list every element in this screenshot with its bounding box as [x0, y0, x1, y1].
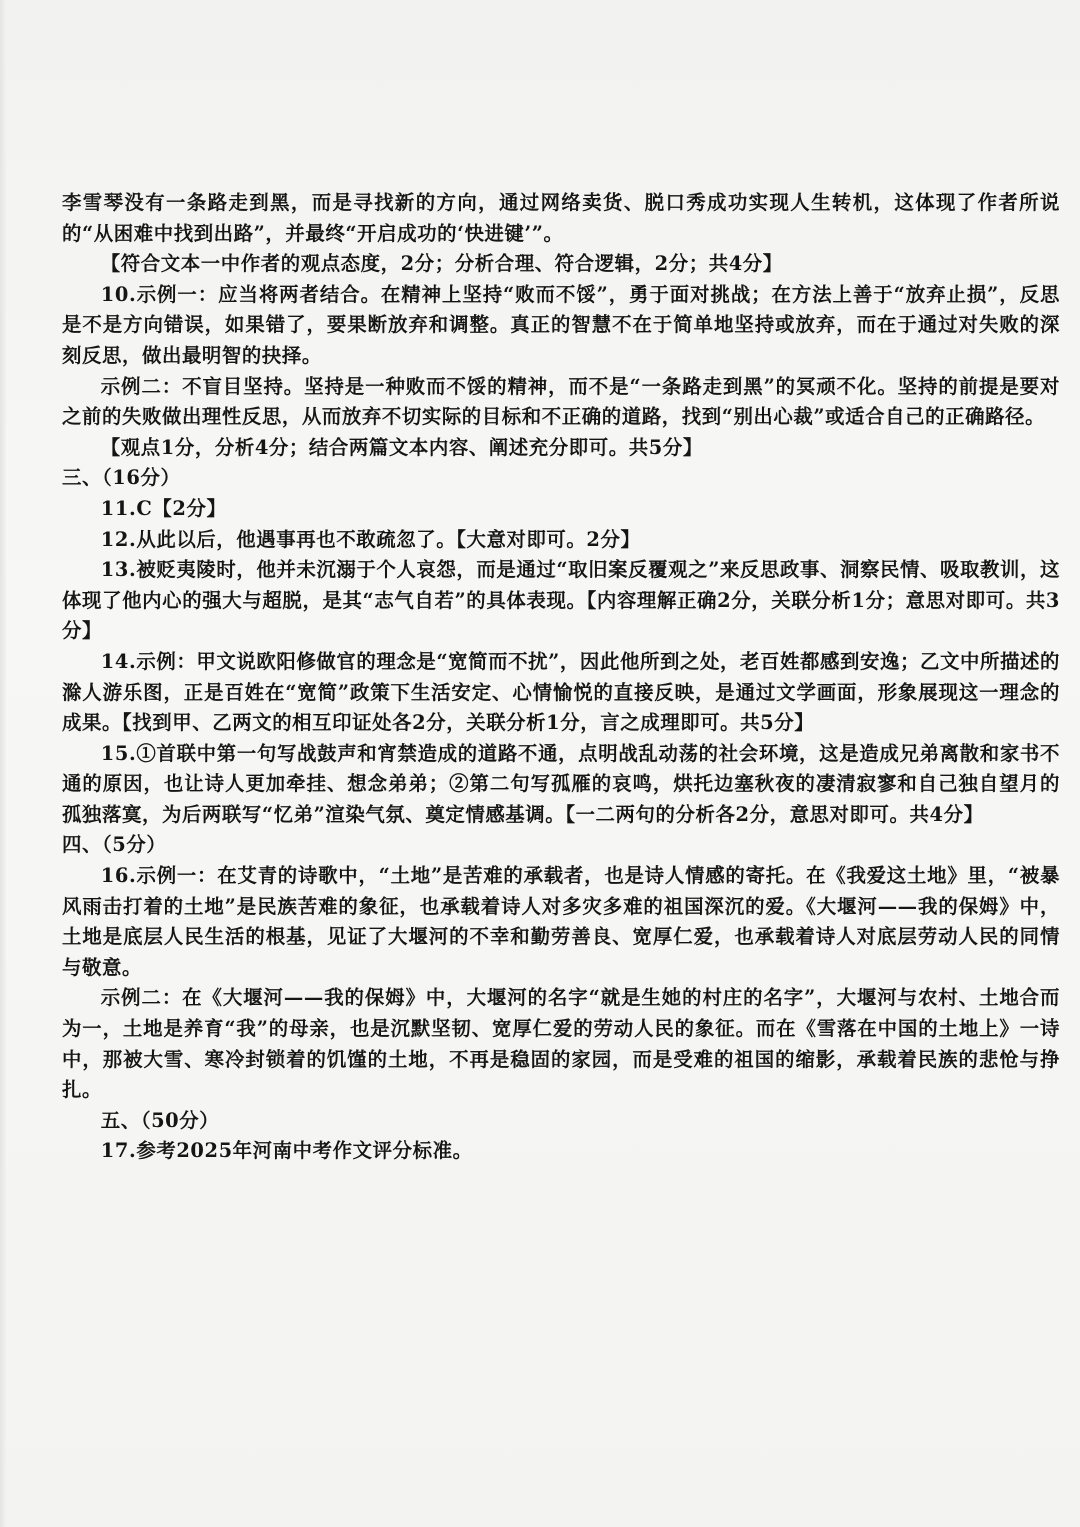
section-heading: 四、（5分）	[62, 833, 167, 857]
paragraph: 【观点1分，分析4分；结合两篇文本内容、阐述充分即可。共5分】	[100, 435, 703, 459]
paragraph: 10.示例一：应当将两者结合。在精神上坚持“败而不馁”，勇于面对挑战；在方法上善于“放弃止损”，反思是不是方向错误，如果错了，要果断放弃和调整。真正的智慧不在于简单地坚持或放弃，而在于通过对失败的深刻反思，做出最明智的抉择。	[62, 282, 1060, 367]
paragraph: 13.被贬夷陵时，他并未沉溺于个人哀怨，而是通过“取旧案反覆观之”来反思政事、洞察民情、吸取教训，这体现了他内心的强大与超脱，是其“志气自若”的具体表现。【内容理解正确2分，关联分析1分；意思对即可。共3分】	[62, 558, 1060, 643]
paragraph: 17.参考2025年河南中考作文评分标准。	[100, 1139, 473, 1163]
paragraph: 14.示例：甲文说欧阳修做官的理念是“宽简而不扰”，因此他所到之处，老百姓都感到安逸；乙文中所描述的滁人游乐图，正是百姓在“宽简”政策下生活安定、心情愉悦的直接反映，是通过文学画面，形象展现这一理念的成果。【找到甲、乙两文的相互印证处各2分，关联分析1分，言之成理即可。共5分】	[62, 649, 1060, 735]
paragraph: 11.C【2分】	[100, 496, 227, 520]
paragraph: 15.①首联中第一句写战鼓声和宵禁造成的道路不通，点明战乱动荡的社会环境，这是造成兄弟离散和家书不通的原因，也让诗人更加牵挂、想念弟弟；②第二句写孤雁的哀鸣，烘托边塞秋夜的凄清寂寥和自己独自望月的孤独落寞，为后两联写“忆弟”渲染气氛、奠定情感基调。【一二两句的分析各2分，意思对即可。共4分】	[62, 741, 1060, 826]
section-heading: 三、（16分）	[62, 466, 181, 490]
paragraph: 示例二：在《大堰河——我的保姆》中，大堰河的名字“就是生她的村庄的名字”，大堰河与农村、土地合而为一，土地是养育“我”的母亲，也是沉默坚韧、宽厚仁爱的劳动人民的象征。而在《雪落在中国的土地上》一诗中，那被大雪、寒冷封锁着的饥馑的土地，不再是稳固的家园，而是受难的祖国的缩影，承载着民族的悲怆与挣扎。	[62, 986, 1060, 1102]
answer-text-body	[62, 188, 1060, 1167]
paragraph: 12.从此以后，他遇事再也不敢疏忽了。【大意对即可。2分】	[100, 527, 641, 551]
paragraph: 示例二：不盲目坚持。坚持是一种败而不馁的精神，而不是“一条路走到黑”的冥顽不化。坚持的前提是要对之前的失败做出理性反思，从而放弃不切实际的目标和不正确的道路，找到“别出心裁”或适合自己的正确路径。	[62, 374, 1060, 429]
paragraph: 李雪琴没有一条路走到黑，而是寻找新的方向，通过网络卖货、脱口秀成功实现人生转机，这体现了作者所说的“从困难中找到出路”，并最终“开启成功的‘快进键’”。	[62, 191, 1060, 245]
page-edge	[0, 0, 6, 1527]
paragraph: 【符合文本一中作者的观点态度，2分；分析合理、符合逻辑，2分；共4分】	[100, 252, 783, 276]
paragraph: 16.示例一：在艾青的诗歌中，“土地”是苦难的承载者，也是诗人情感的寄托。在《我爱这土地》里，“被暴风雨击打着的土地”是民族苦难的象征，也承载着诗人对多灾多难的祖国深沉的爱。《大堰河——我的保姆》中，土地是底层人民生活的根基，见证了大堰河的不幸和勤劳善良、宽厚仁爱，也承载着诗人对底层劳动人民的同情与敬意。	[62, 864, 1060, 979]
section-heading: 五、（50分）	[100, 1108, 220, 1132]
